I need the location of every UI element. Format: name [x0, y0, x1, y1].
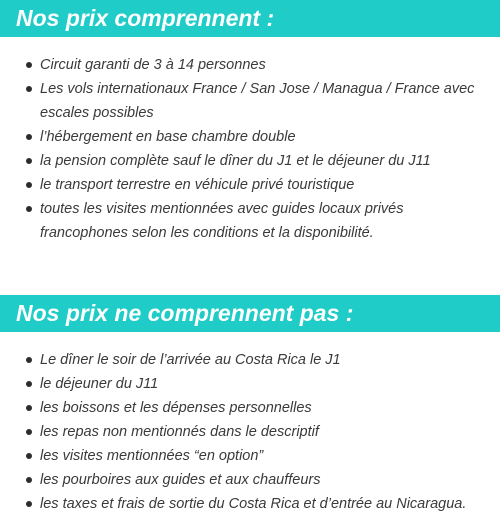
- list-item: [0, 396, 500, 420]
- bullet-icon: [26, 206, 32, 212]
- list-item-text: l’hébergement en base chambre double: [40, 129, 296, 145]
- list-item-text: la pension complète sauf le dîner du J1 et le déjeuner du J11: [40, 153, 431, 169]
- bullet-icon: [26, 453, 32, 459]
- list-item: [0, 372, 500, 396]
- list-item: [0, 77, 500, 125]
- included-list: [0, 53, 500, 245]
- bullet-icon: [26, 182, 32, 188]
- bullet-icon: [26, 357, 32, 363]
- included-section-heading: Nos prix comprennent :: [0, 0, 500, 37]
- list-item-text: Le dîner le soir de l’arrivée au Costa Rica le J1: [40, 352, 341, 368]
- list-item: [0, 173, 500, 197]
- list-item: [0, 197, 500, 245]
- list-item: [0, 468, 500, 492]
- bullet-icon: [26, 86, 32, 92]
- bullet-icon: [26, 477, 32, 483]
- list-item-text: les taxes et frais de sortie du Costa Rica et d’entrée au Nicaragua.: [40, 496, 467, 512]
- list-item-text: Circuit garanti de 3 à 14 personnes: [40, 57, 266, 73]
- list-item: [0, 348, 500, 372]
- list-item: [0, 492, 500, 516]
- list-item-text: le transport terrestre en véhicule privé touristique: [40, 177, 355, 193]
- list-item: [0, 444, 500, 468]
- excluded-section-heading: Nos prix ne comprennent pas :: [0, 295, 500, 332]
- list-item-text: les repas non mentionnés dans le descriptif: [40, 424, 319, 440]
- bullet-icon: [26, 158, 32, 164]
- list-item-text: les visites mentionnées “en option”: [40, 448, 264, 464]
- list-item-text: Les vols internationaux France / San Jose / Managua / France avec escales possibles: [40, 81, 475, 121]
- list-item-text: les boissons et les dépenses personnelles: [40, 400, 312, 416]
- excluded-list: [0, 348, 500, 516]
- list-item-text: le déjeuner du J11: [40, 376, 159, 392]
- list-item: [0, 149, 500, 173]
- bullet-icon: [26, 501, 32, 507]
- list-item-text: les pourboires aux guides et aux chauffeurs: [40, 472, 321, 488]
- bullet-icon: [26, 429, 32, 435]
- list-item-text: toutes les visites mentionnées avec guides locaux privés francophones selon les conditions et la disponibilité.: [40, 201, 404, 241]
- bullet-icon: [26, 62, 32, 68]
- bullet-icon: [26, 405, 32, 411]
- list-item: [0, 125, 500, 149]
- list-item: [0, 53, 500, 77]
- bullet-icon: [26, 381, 32, 387]
- bullet-icon: [26, 134, 32, 140]
- list-item: [0, 420, 500, 444]
